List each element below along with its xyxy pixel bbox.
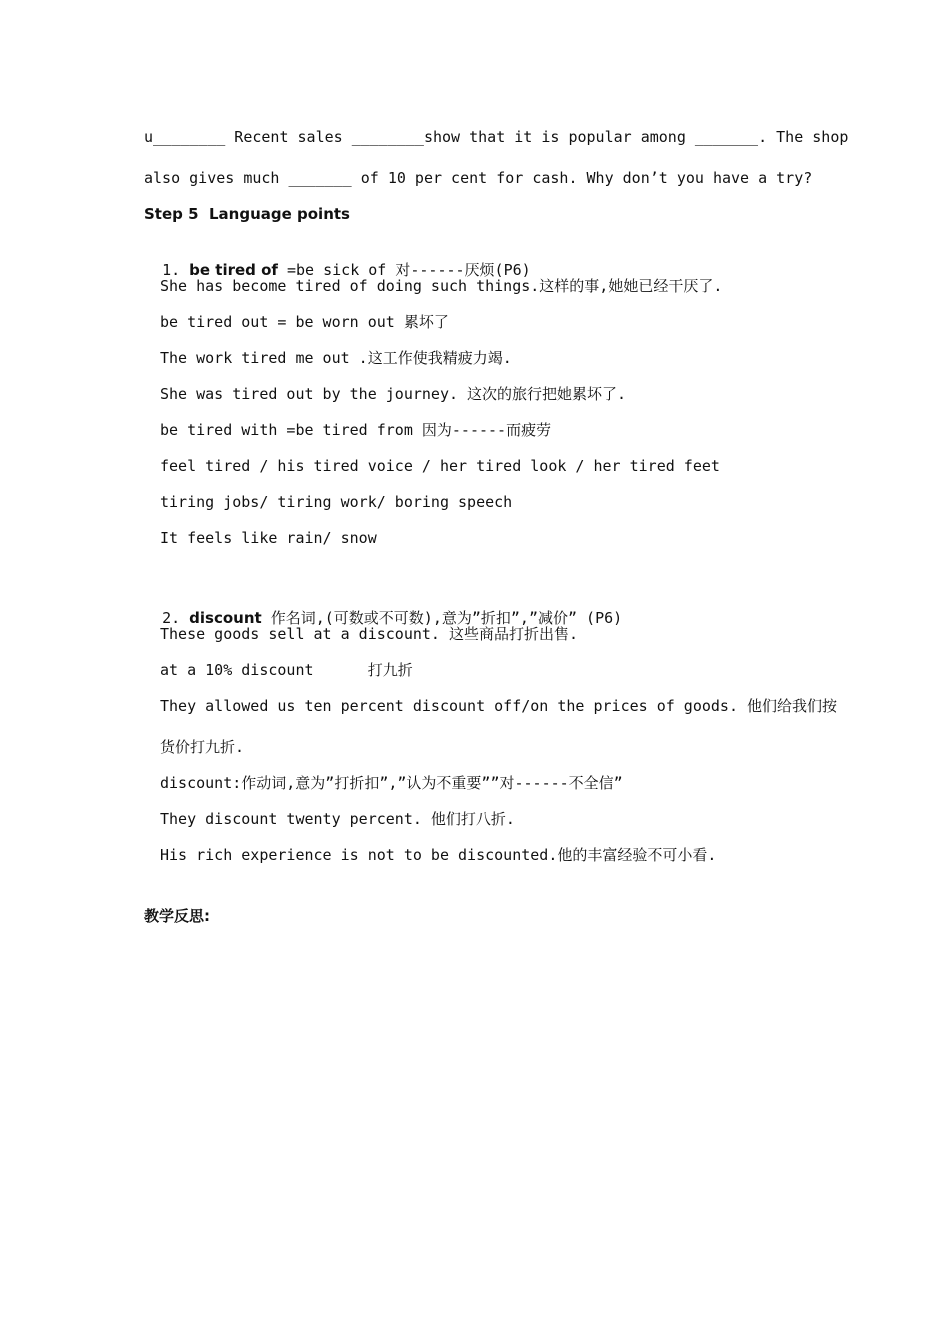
- point1-example: She was tired out by the journey. 这次的旅行把她累坏了.: [160, 385, 627, 403]
- point2-example: His rich experience is not to be discounted.他的丰富经验不可小看.: [160, 846, 717, 864]
- point1-example: feel tired / his tired voice / her tired look / her tired feet: [160, 457, 720, 475]
- point2-rest: 作名词,(可数或不可数),意为”折扣”,”减价” (P6): [261, 609, 623, 627]
- paragraph-line-1: u________ Recent sales ________show that it is popular among _______. The shop: [144, 128, 849, 146]
- point1-number: 1.: [162, 261, 190, 279]
- point2-example: These goods sell at a discount. 这些商品打折出售.: [160, 625, 579, 643]
- point1-example: It feels like rain/ snow: [160, 529, 377, 547]
- paragraph-line-2: also gives much _______ of 10 per cent for cash. Why don’t you have a try?: [144, 169, 813, 187]
- point1-rest: =be sick of 对------厌烦(P6): [277, 261, 531, 279]
- point2-example: 货价打九折.: [160, 738, 245, 756]
- reflection-heading: 教学反思:: [144, 907, 210, 925]
- point2-number: 2.: [162, 609, 190, 627]
- step5-heading: Step 5 Language points: [144, 205, 350, 223]
- point2-example: at a 10% discount 打九折: [160, 661, 413, 679]
- point2-example: They discount twenty percent. 他们打八折.: [160, 810, 515, 828]
- point2-keyword: discount: [189, 609, 262, 627]
- point1-example: be tired out = be worn out 累坏了: [160, 313, 449, 331]
- point2-title: [144, 588, 622, 628]
- point1-example: be tired with =be tired from 因为------而疲劳: [160, 421, 552, 439]
- point1-example: She has become tired of doing such things.这样的事,她她已经干厌了.: [160, 277, 723, 295]
- point2-example: They allowed us ten percent discount off/on the prices of goods. 他们给我们按: [160, 697, 838, 715]
- point2-example: discount:作动词,意为”打折扣”,”认为不重要””对------不全信”: [160, 774, 623, 792]
- point1-title: [144, 240, 531, 280]
- point1-example: The work tired me out .这工作使我精疲力竭.: [160, 349, 512, 367]
- point1-keyword: be tired of: [189, 261, 278, 279]
- point1-example: tiring jobs/ tiring work/ boring speech: [160, 493, 513, 511]
